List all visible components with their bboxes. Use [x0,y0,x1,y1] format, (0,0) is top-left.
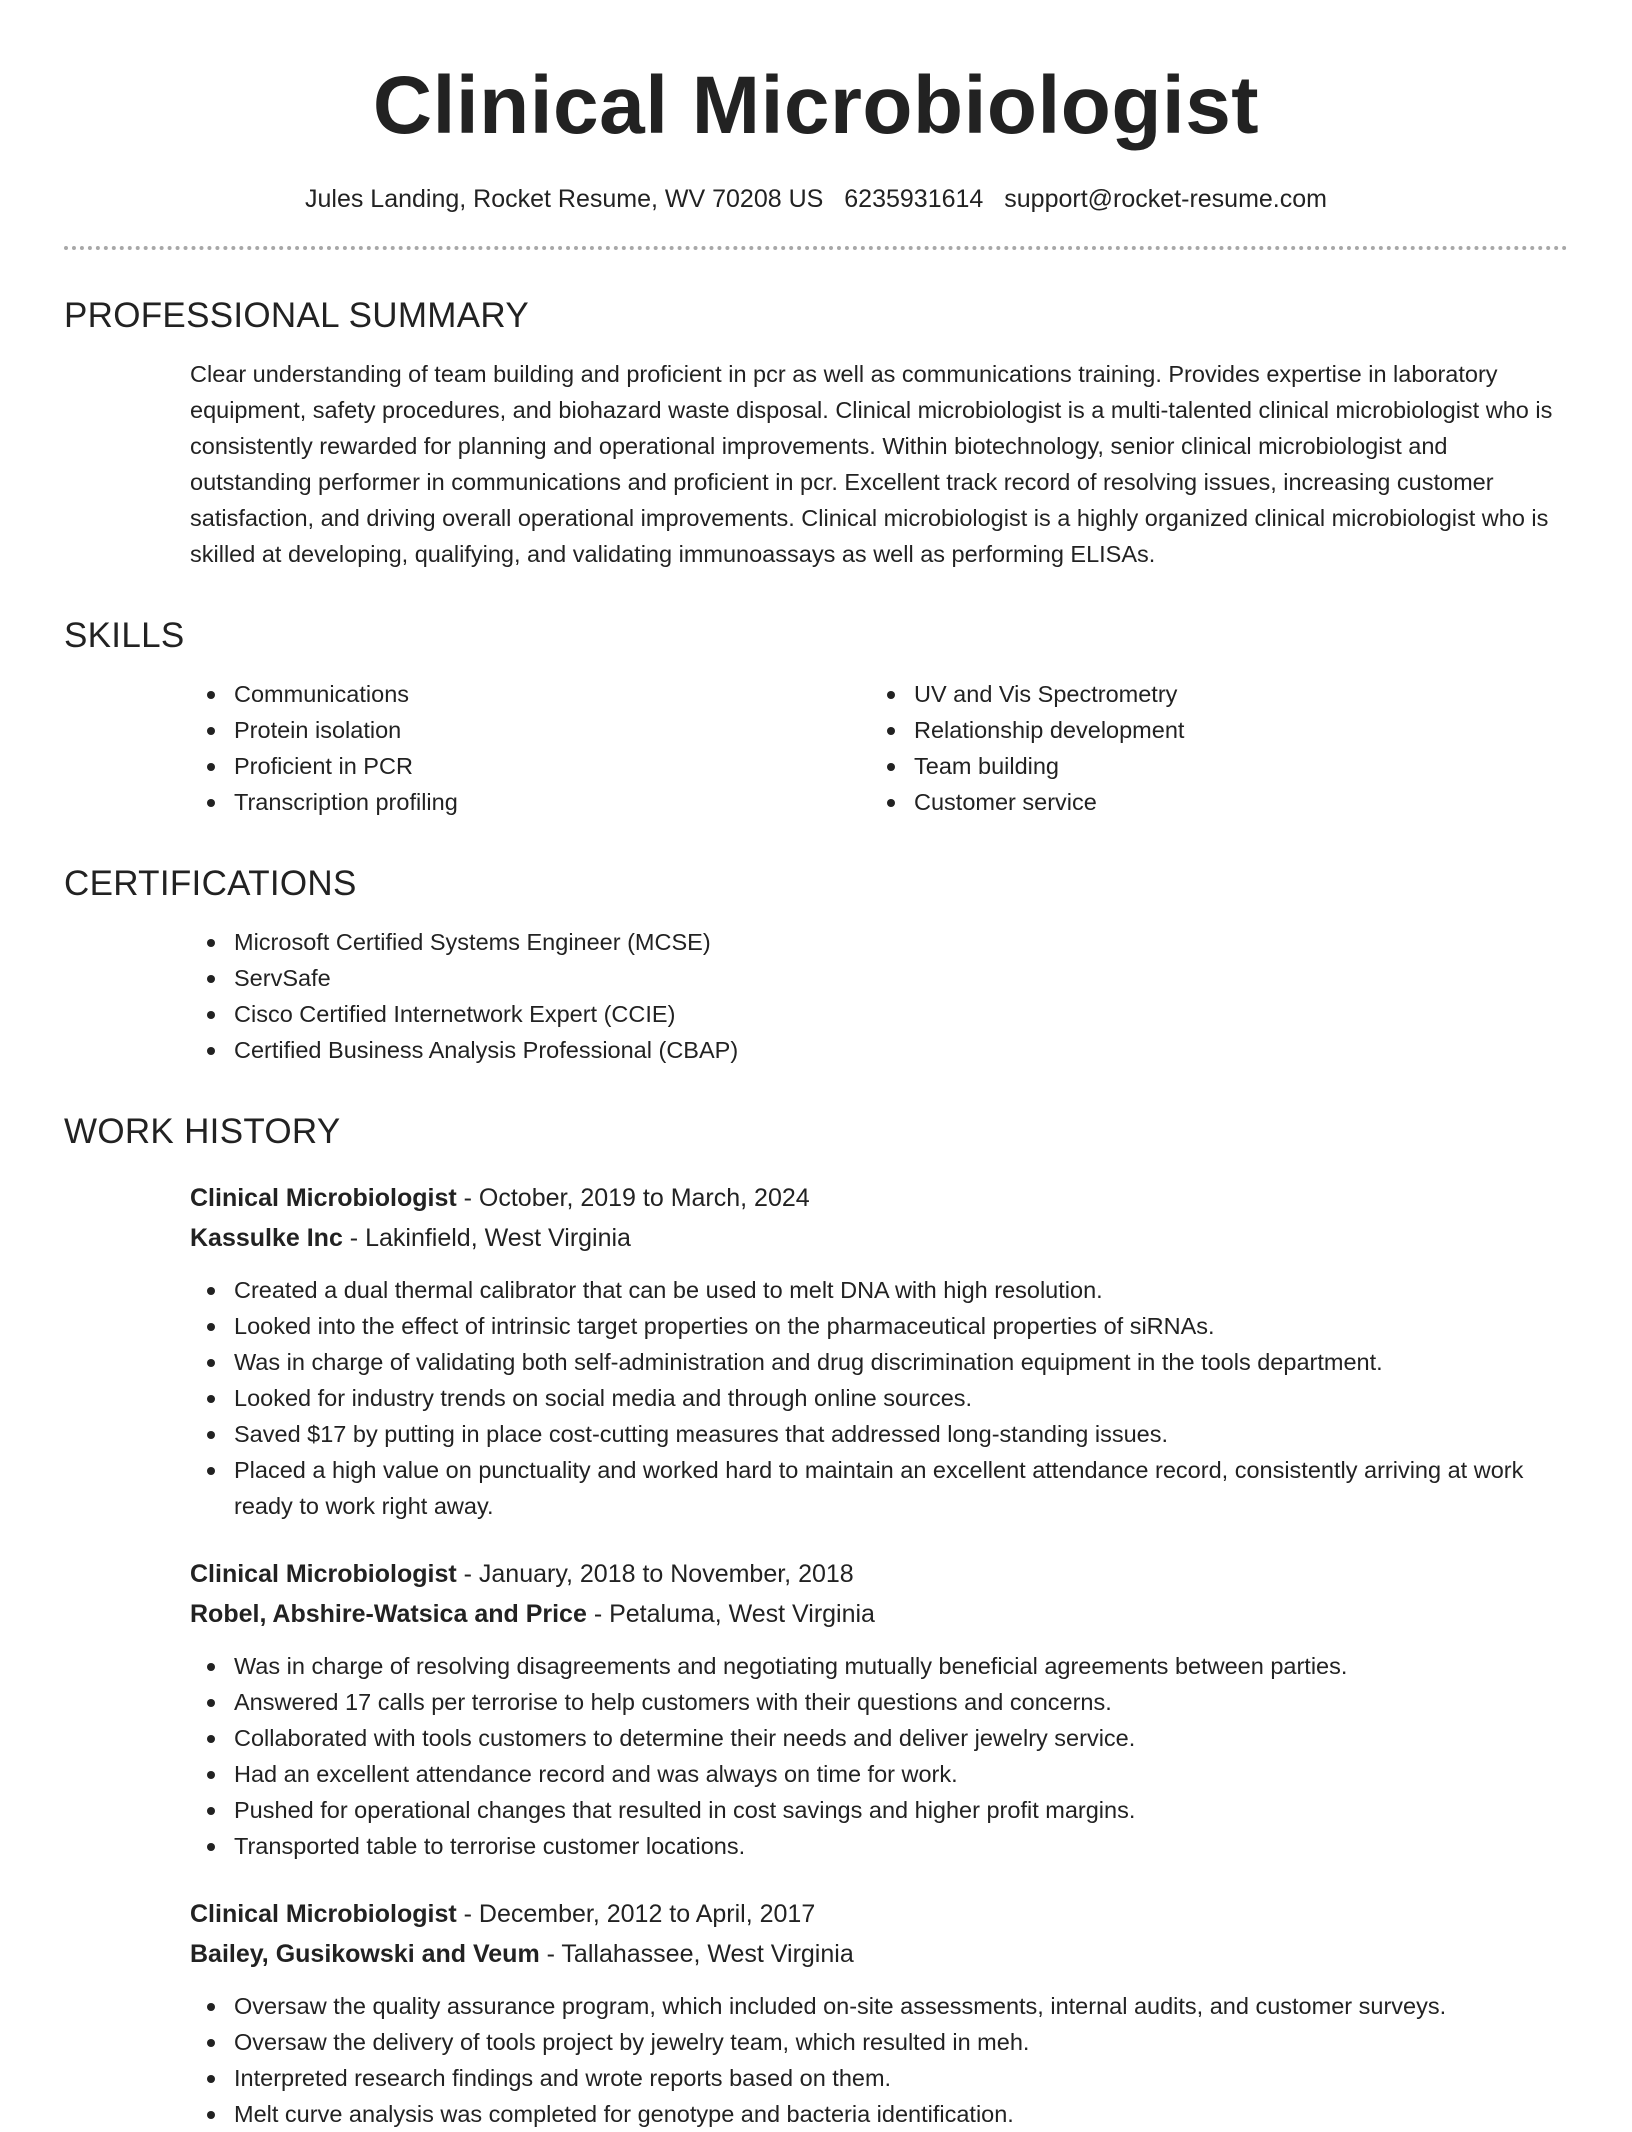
job-title-line [190,1554,1568,1594]
job-bullet: Looked into the effect of intrinsic target properties on the pharmaceutical properties of siRNAs. [190,1308,1568,1344]
job-bullet: Oversaw the delivery of tools project by jewelry team, which resulted in meh. [190,2024,1568,2060]
certifications-list [64,924,1568,1068]
job-company-line [190,1218,1568,1258]
job-bullet: Answered 17 calls per terrorise to help customers with their questions and concerns. [190,1684,1568,1720]
job-location: - Tallahassee, West Virginia [539,1940,854,1968]
job-company: Kassulke Inc [190,1224,343,1252]
job-entry [64,1178,1568,1524]
candidate-name: Clinical Microbiologist [372,60,1260,151]
job-bullet: Transported table to terrorise customer locations. [190,1828,1568,1864]
job-dates: - December, 2012 to April, 2017 [456,1900,816,1928]
certification-item: Certified Business Analysis Professional (CBAP) [190,1032,1568,1068]
job-bullets [190,1988,1568,2132]
certification-item: Microsoft Certified Systems Engineer (MCSE) [190,924,1568,960]
job-company-line [190,1594,1568,1634]
job-bullet: Interpreted research findings and wrote reports based on them. [190,2060,1568,2096]
contact-phone: 6235931614 [844,185,984,213]
skill-item: Protein isolation [190,712,870,748]
job-role: Clinical Microbiologist [190,1900,457,1928]
summary-heading: PROFESSIONAL SUMMARY [64,296,529,335]
skill-item: Customer service [870,784,1550,820]
header-divider [64,246,1568,250]
job-company-line [190,1934,1568,1974]
job-title-line [190,1178,1568,1218]
contact-email[interactable]: support@rocket-resume.com [1004,185,1327,213]
contact-line [64,182,1568,216]
job-entry [64,1554,1568,1864]
job-bullet: Looked for industry trends on social media and through online sources. [190,1380,1568,1416]
job-bullet: Had an excellent attendance record and was always on time for work. [190,1756,1568,1792]
job-bullet: Was in charge of resolving disagreements and negotiating mutually beneficial agreements between parties. [190,1648,1568,1684]
skill-item: UV and Vis Spectrometry [870,676,1550,712]
job-entry [64,1894,1568,2132]
skill-item: Team building [870,748,1550,784]
job-role: Clinical Microbiologist [190,1560,457,1588]
job-bullet: Oversaw the quality assurance program, which included on-site assessments, internal audits, and customer surveys. [190,1988,1568,2024]
job-bullet: Created a dual thermal calibrator that can be used to melt DNA with high resolution. [190,1272,1568,1308]
work-history-heading: WORK HISTORY [64,1112,341,1151]
skill-item: Proficient in PCR [190,748,870,784]
job-role: Clinical Microbiologist [190,1184,457,1212]
skills-heading: SKILLS [64,616,185,655]
skill-item: Transcription profiling [190,784,870,820]
job-bullet: Pushed for operational changes that resulted in cost savings and higher profit margins. [190,1792,1568,1828]
certification-item: ServSafe [190,960,1568,996]
job-bullet: Collaborated with tools customers to determine their needs and deliver jewelry service. [190,1720,1568,1756]
job-location: - Lakinfield, West Virginia [342,1224,631,1252]
skill-item: Communications [190,676,870,712]
job-bullets [190,1272,1568,1524]
summary-text: Clear understanding of team building and proficient in pcr as well as communications training. Provides expertise in laboratory equipment, safety procedures, and biohazard waste disposal. Clinical microbiologist is a multi-talented clinical microbiologist who is consistently rewarded for planning and operational improvements. Within biotechnology, senior clinical microbiologist and outstanding performer in communications and proficient in pcr. Excellent track record of resolving issues, increasing customer satisfaction, and driving overall operational improvements. Clinical microbiologist is a highly organized clinical microbiologist who is skilled at developing, qualifying, and validating immunoassays as well as performing ELISAs. [190,361,1553,567]
job-bullets [190,1648,1568,1864]
certification-item: Cisco Certified Internetwork Expert (CCIE) [190,996,1568,1032]
job-dates: - January, 2018 to November, 2018 [456,1560,854,1588]
certifications-heading: CERTIFICATIONS [64,864,357,903]
job-dates: - October, 2019 to March, 2024 [456,1184,810,1212]
job-location: - Petaluma, West Virginia [586,1600,875,1628]
job-bullet: Saved $17 by putting in place cost-cutting measures that addressed long-standing issues. [190,1416,1568,1452]
skill-item: Relationship development [870,712,1550,748]
contact-address: Jules Landing, Rocket Resume, WV 70208 US [305,185,824,213]
job-title-line [190,1894,1568,1934]
job-company: Robel, Abshire-Watsica and Price [190,1600,587,1628]
job-bullet: Was in charge of validating both self-administration and drug discrimination equipment in the tools department. [190,1344,1568,1380]
job-company: Bailey, Gusikowski and Veum [190,1940,540,1968]
skills-column-right [870,676,1550,820]
skills-list [64,676,1568,820]
job-bullet: Melt curve analysis was completed for genotype and bacteria identification. [190,2096,1568,2132]
job-bullet: Placed a high value on punctuality and worked hard to maintain an excellent attendance record, consistently arriving at work ready to work right away. [190,1452,1568,1524]
skills-column-left [190,676,870,820]
